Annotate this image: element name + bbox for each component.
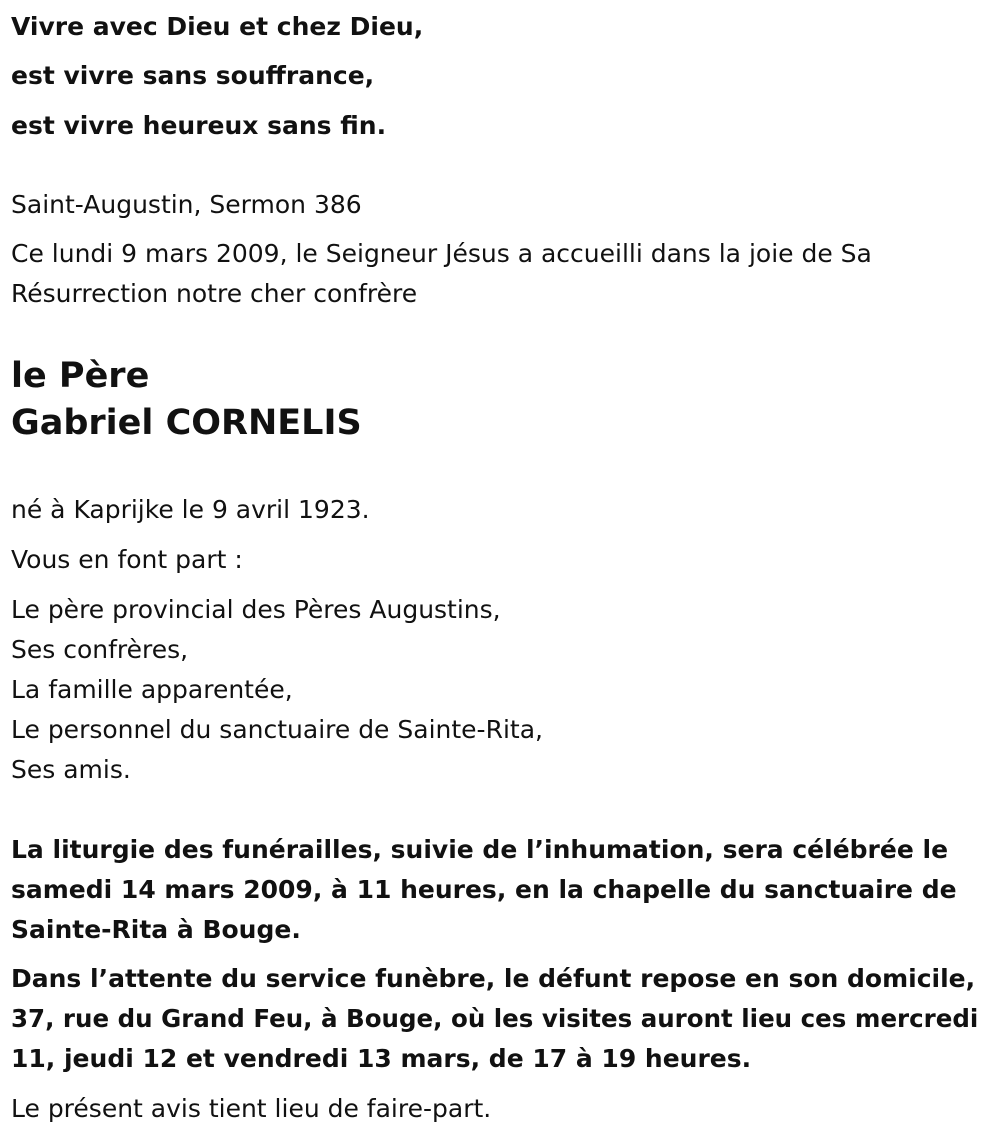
notifier-item: Le personnel du sanctuaire de Sainte-Rita, bbox=[11, 715, 543, 744]
epigraph-line-1: Vivre avec Dieu et chez Dieu, bbox=[11, 12, 424, 41]
epigraph-line-3: est vivre heureux sans fin. bbox=[11, 111, 387, 140]
epigraph-line-2: est vivre sans souffrance, bbox=[11, 61, 375, 90]
birth-info: né à Kaprijke le 9 avril 1923. bbox=[11, 495, 370, 524]
announcement-line-2: Résurrection notre cher confrère bbox=[11, 279, 418, 308]
notifier-item: Ses confrères, bbox=[11, 635, 189, 664]
liturgy-line-3: Sainte-Rita à Bouge. bbox=[11, 915, 301, 944]
notifier-item: La famille apparentée, bbox=[11, 675, 293, 704]
visit-line-3: 11, jeudi 12 et vendredi 13 mars, de 17 à 19 heures. bbox=[11, 1044, 752, 1073]
deceased-name: Gabriel CORNELIS bbox=[11, 403, 362, 443]
liturgy-line-1: La liturgie des funérailles, suivie de l’inhumation, sera célébrée le bbox=[11, 835, 949, 864]
liturgy-line-2: samedi 14 mars 2009, à 11 heures, en la chapelle du sanctuaire de bbox=[11, 875, 957, 904]
notifiers-intro: Vous en font part : bbox=[11, 545, 243, 574]
announcement-line-1: Ce lundi 9 mars 2009, le Seigneur Jésus a accueilli dans la joie de Sa bbox=[11, 239, 872, 268]
closing-note: Le présent avis tient lieu de faire-part. bbox=[11, 1094, 492, 1123]
notifier-item: Le père provincial des Pères Augustins, bbox=[11, 595, 501, 624]
visit-line-2: 37, rue du Grand Feu, à Bouge, où les visites auront lieu ces mercredi bbox=[11, 1004, 979, 1033]
deceased-title: le Père bbox=[11, 356, 150, 396]
visit-line-1: Dans l’attente du service funèbre, le défunt repose en son domicile, bbox=[11, 964, 976, 993]
notifier-item: Ses amis. bbox=[11, 755, 131, 784]
epigraph-source: Saint-Augustin, Sermon 386 bbox=[11, 190, 362, 219]
